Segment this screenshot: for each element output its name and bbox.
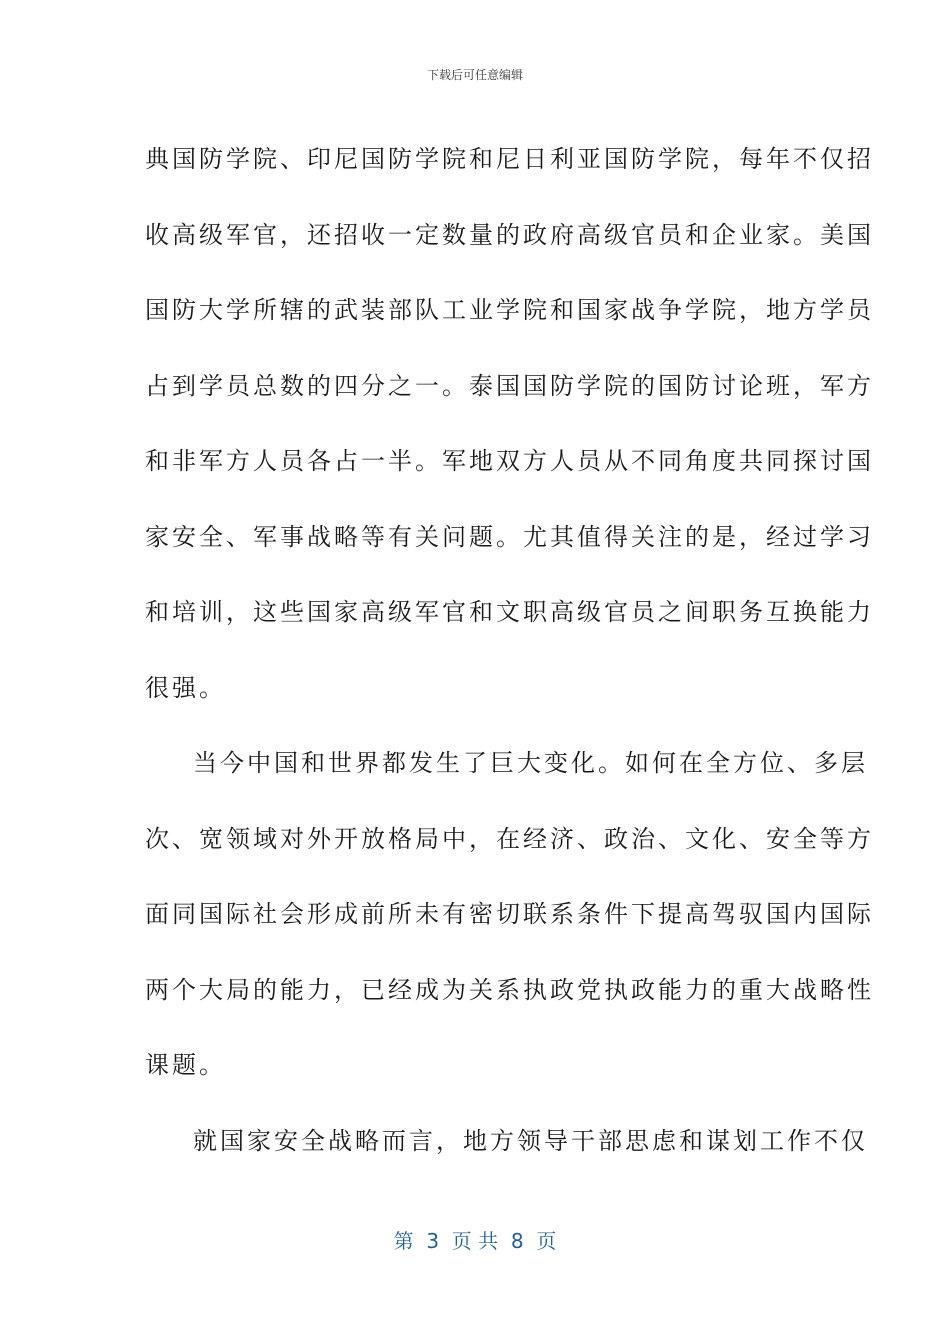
text-line: 课题。	[145, 1051, 226, 1079]
text-line: 典国防学院、印尼国防学院和尼日利亚国防学院，每年不仅招	[145, 145, 874, 173]
text-line: 家安全、军事战略等有关问题。尤其值得关注的是，经过学习	[145, 522, 874, 551]
text-line: 收高级军官，还招收一定数量的政府高级官员和企业家。美国	[145, 220, 874, 249]
text-line: 很强。	[145, 673, 226, 702]
body-text	[145, 122, 874, 1179]
text-line: 两个大局的能力，已经成为关系执政党执政能力的重大战略性	[145, 975, 874, 1004]
text-line: 占到学员总数的四分之一。泰国国防学院的国防讨论班，军方	[145, 371, 874, 400]
page-number-footer: 第 3 页 共 8 页	[393, 1229, 557, 1253]
text-line: 和培训，这些国家高级军官和文职高级官员之间职务互换能力	[145, 598, 874, 626]
paragraph-start-line: 就国家安全战略而言，地方领导干部思虑和谋划工作不仅	[193, 1126, 868, 1155]
paragraph-start-line: 当今中国和世界都发生了巨大变化。如何在全方位、多层	[193, 749, 868, 777]
text-line: 次、宽领域对外开放格局中，在经济、政治、文化、安全等方	[145, 824, 874, 853]
text-line: 面同国际社会形成前所未有密切联系条件下提高驾驭国内国际	[145, 900, 874, 928]
header-note: 下载后可任意编辑	[426, 68, 523, 82]
text-line: 国防大学所辖的武装部队工业学院和国家战争学院，地方学员	[145, 296, 874, 324]
text-line: 和非军方人员各占一半。军地双方人员从不同角度共同探讨国	[145, 447, 874, 475]
